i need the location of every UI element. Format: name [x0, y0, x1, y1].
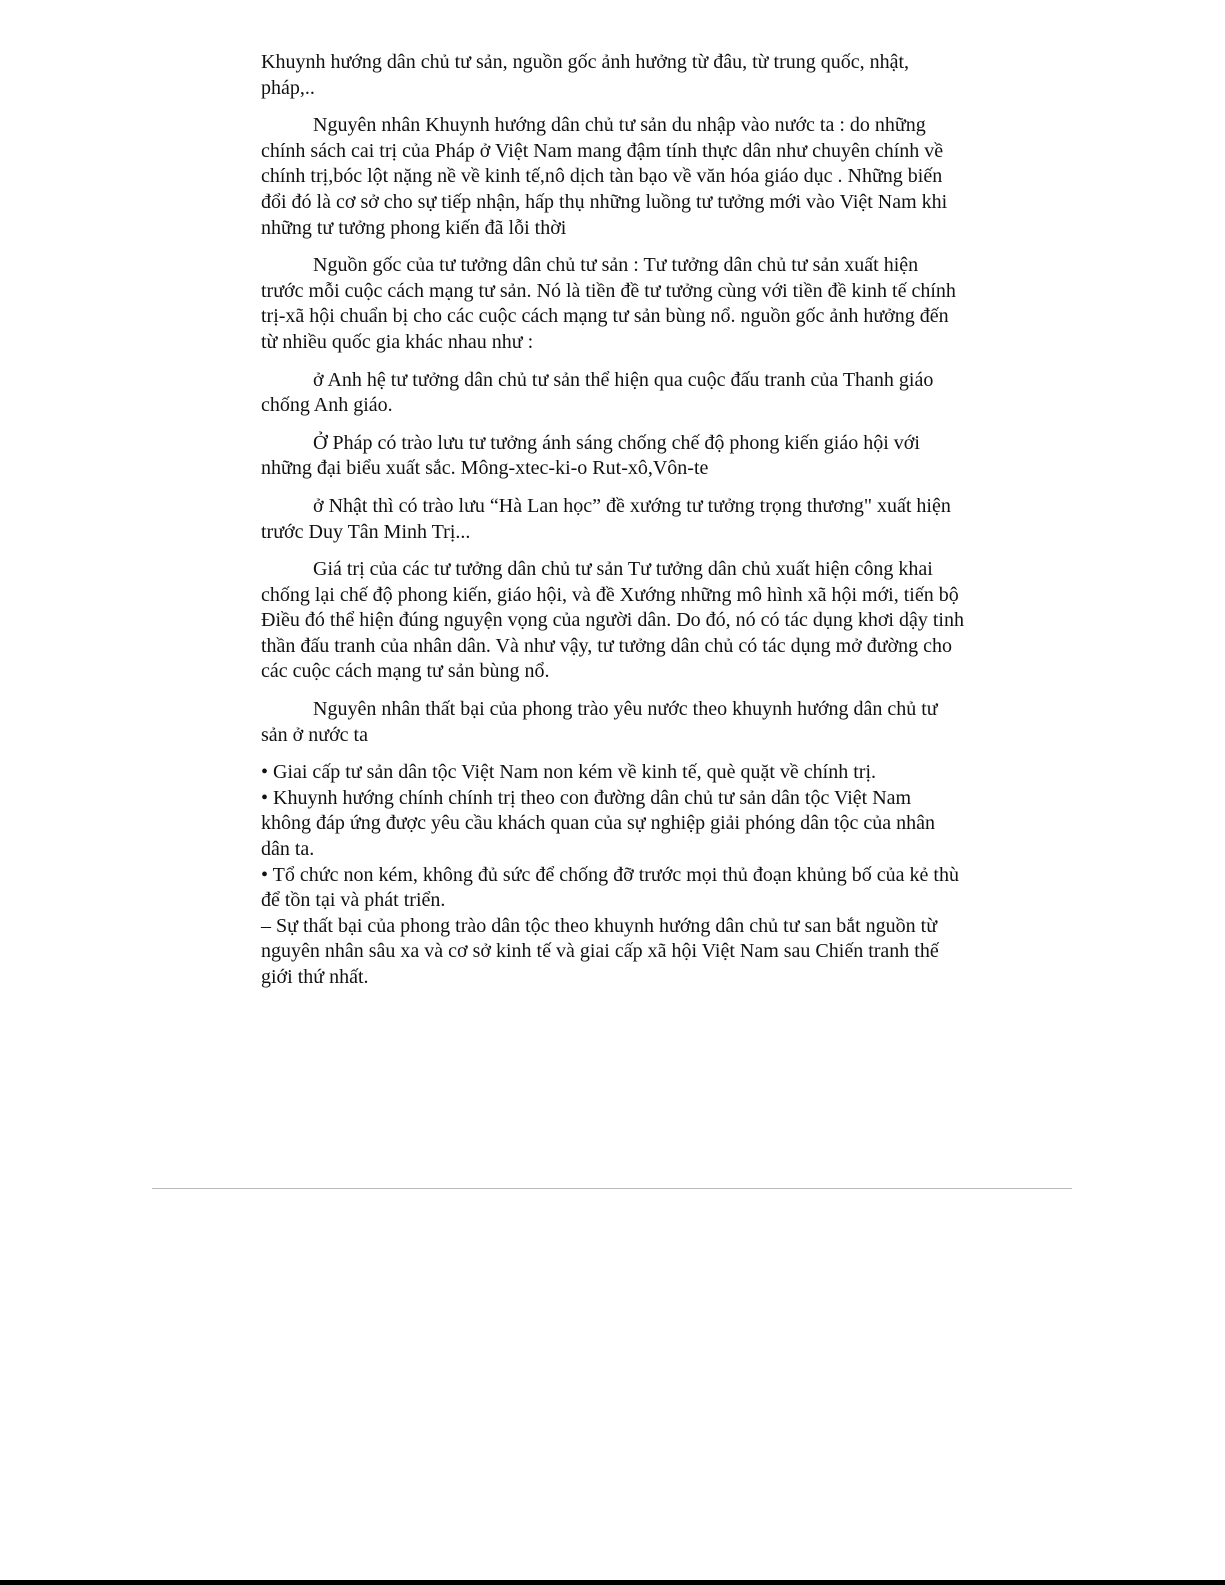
paragraph-france: Ở Pháp có trào lưu tư tưởng ánh sáng chống chế độ phong kiến giáo hội với những đại biểu xuất sắc. Mông-xtec-ki-o Rut-xô,Vôn-te: [261, 431, 920, 480]
list-item: – Sự thất bại của phong trào dân tộc theo khuynh hướng dân chủ tư san bắt nguồn từ nguyên nhân sâu xa và cơ sở kinh tế và giai cấp xã hội Việt Nam sau Chiến tranh thế giới thứ nhất.: [261, 914, 939, 988]
paragraph-failure-heading: Nguyên nhân thất bại của phong trào yêu nước theo khuynh hướng dân chủ tư sản ở nước ta: [261, 698, 938, 746]
paragraph-causes: Nguyên nhân Khuynh hướng dân chủ tư sản du nhập vào nước ta : do những chính sách cai trị của Pháp ở Việt Nam mang đậm tính thực dân như chuyên chính về chính trị,bóc lột nặng nề về kinh tế,nô dịch tàn bạo về văn hóa giáo dục . Những biến đổi đó là cơ sở cho sự tiếp nhận, hấp thụ những luồng tư tưởng mới vào Việt Nam khi những tư tưởng phong kiến đã lỗi thời: [261, 114, 948, 239]
paragraph-japan: ở Nhật thì có trào lưu “Hà Lan học” đề xướng tư tưởng trọng thương" xuất hiện trước Duy Tân Minh Trị...: [261, 494, 951, 543]
page-separator-line: [152, 1188, 1072, 1189]
failure-reasons-list: [261, 760, 965, 990]
bottom-border: [0, 1580, 1225, 1585]
document-body: [261, 50, 965, 991]
list-item: • Tổ chức non kém, không đủ sức để chống đỡ trước mọi thủ đoạn khủng bố của kẻ thù để tồn tại và phát triển.: [261, 863, 959, 912]
paragraph-origins: Nguồn gốc của tư tưởng dân chủ tư sản : Tư tưởng dân chủ tư sản xuất hiện trước mỗi cuộc cách mạng tư sản. Nó là tiền đề tư tưởng cùng với tiền đề kinh tế chính trị-xã hội chuẩn bị cho các cuộc cách mạng tư sản bùng nổ. nguồn gốc ảnh hưởng đến từ nhiều quốc gia khác nhau như :: [261, 254, 956, 353]
paragraph-england: ở Anh hệ tư tưởng dân chủ tư sản thể hiện qua cuộc đấu tranh của Thanh giáo chống Anh giáo.: [261, 368, 934, 417]
list-item: • Giai cấp tư sản dân tộc Việt Nam non kém về kinh tế, què quặt về chính trị.: [261, 761, 876, 784]
list-item: • Khuynh hướng chính chính trị theo con đường dân chủ tư sản dân tộc Việt Nam không đáp ứng được yêu cầu khách quan của sự nghiệp giải phóng dân tộc của nhân dân ta.: [261, 786, 936, 861]
paragraph-intro: Khuynh hướng dân chủ tư sản, nguồn gốc ảnh hưởng từ đâu, từ trung quốc, nhật, pháp,..: [261, 51, 910, 99]
paragraph-value: Giá trị của các tư tưởng dân chủ tư sản Tư tưởng dân chủ xuất hiện công khai chống lại chế độ phong kiến, giáo hội, và đề Xướng những mô hình xã hội mới, tiến bộ Điều đó thể hiện đúng nguyện vọng của người dân. Do đó, nó có tác dụng khơi dậy tinh thần đấu tranh của nhân dân. Và như vậy, tư tưởng dân chủ có tác dụng mở đường cho các cuộc cách mạng tư sản bùng nổ.: [261, 558, 964, 683]
